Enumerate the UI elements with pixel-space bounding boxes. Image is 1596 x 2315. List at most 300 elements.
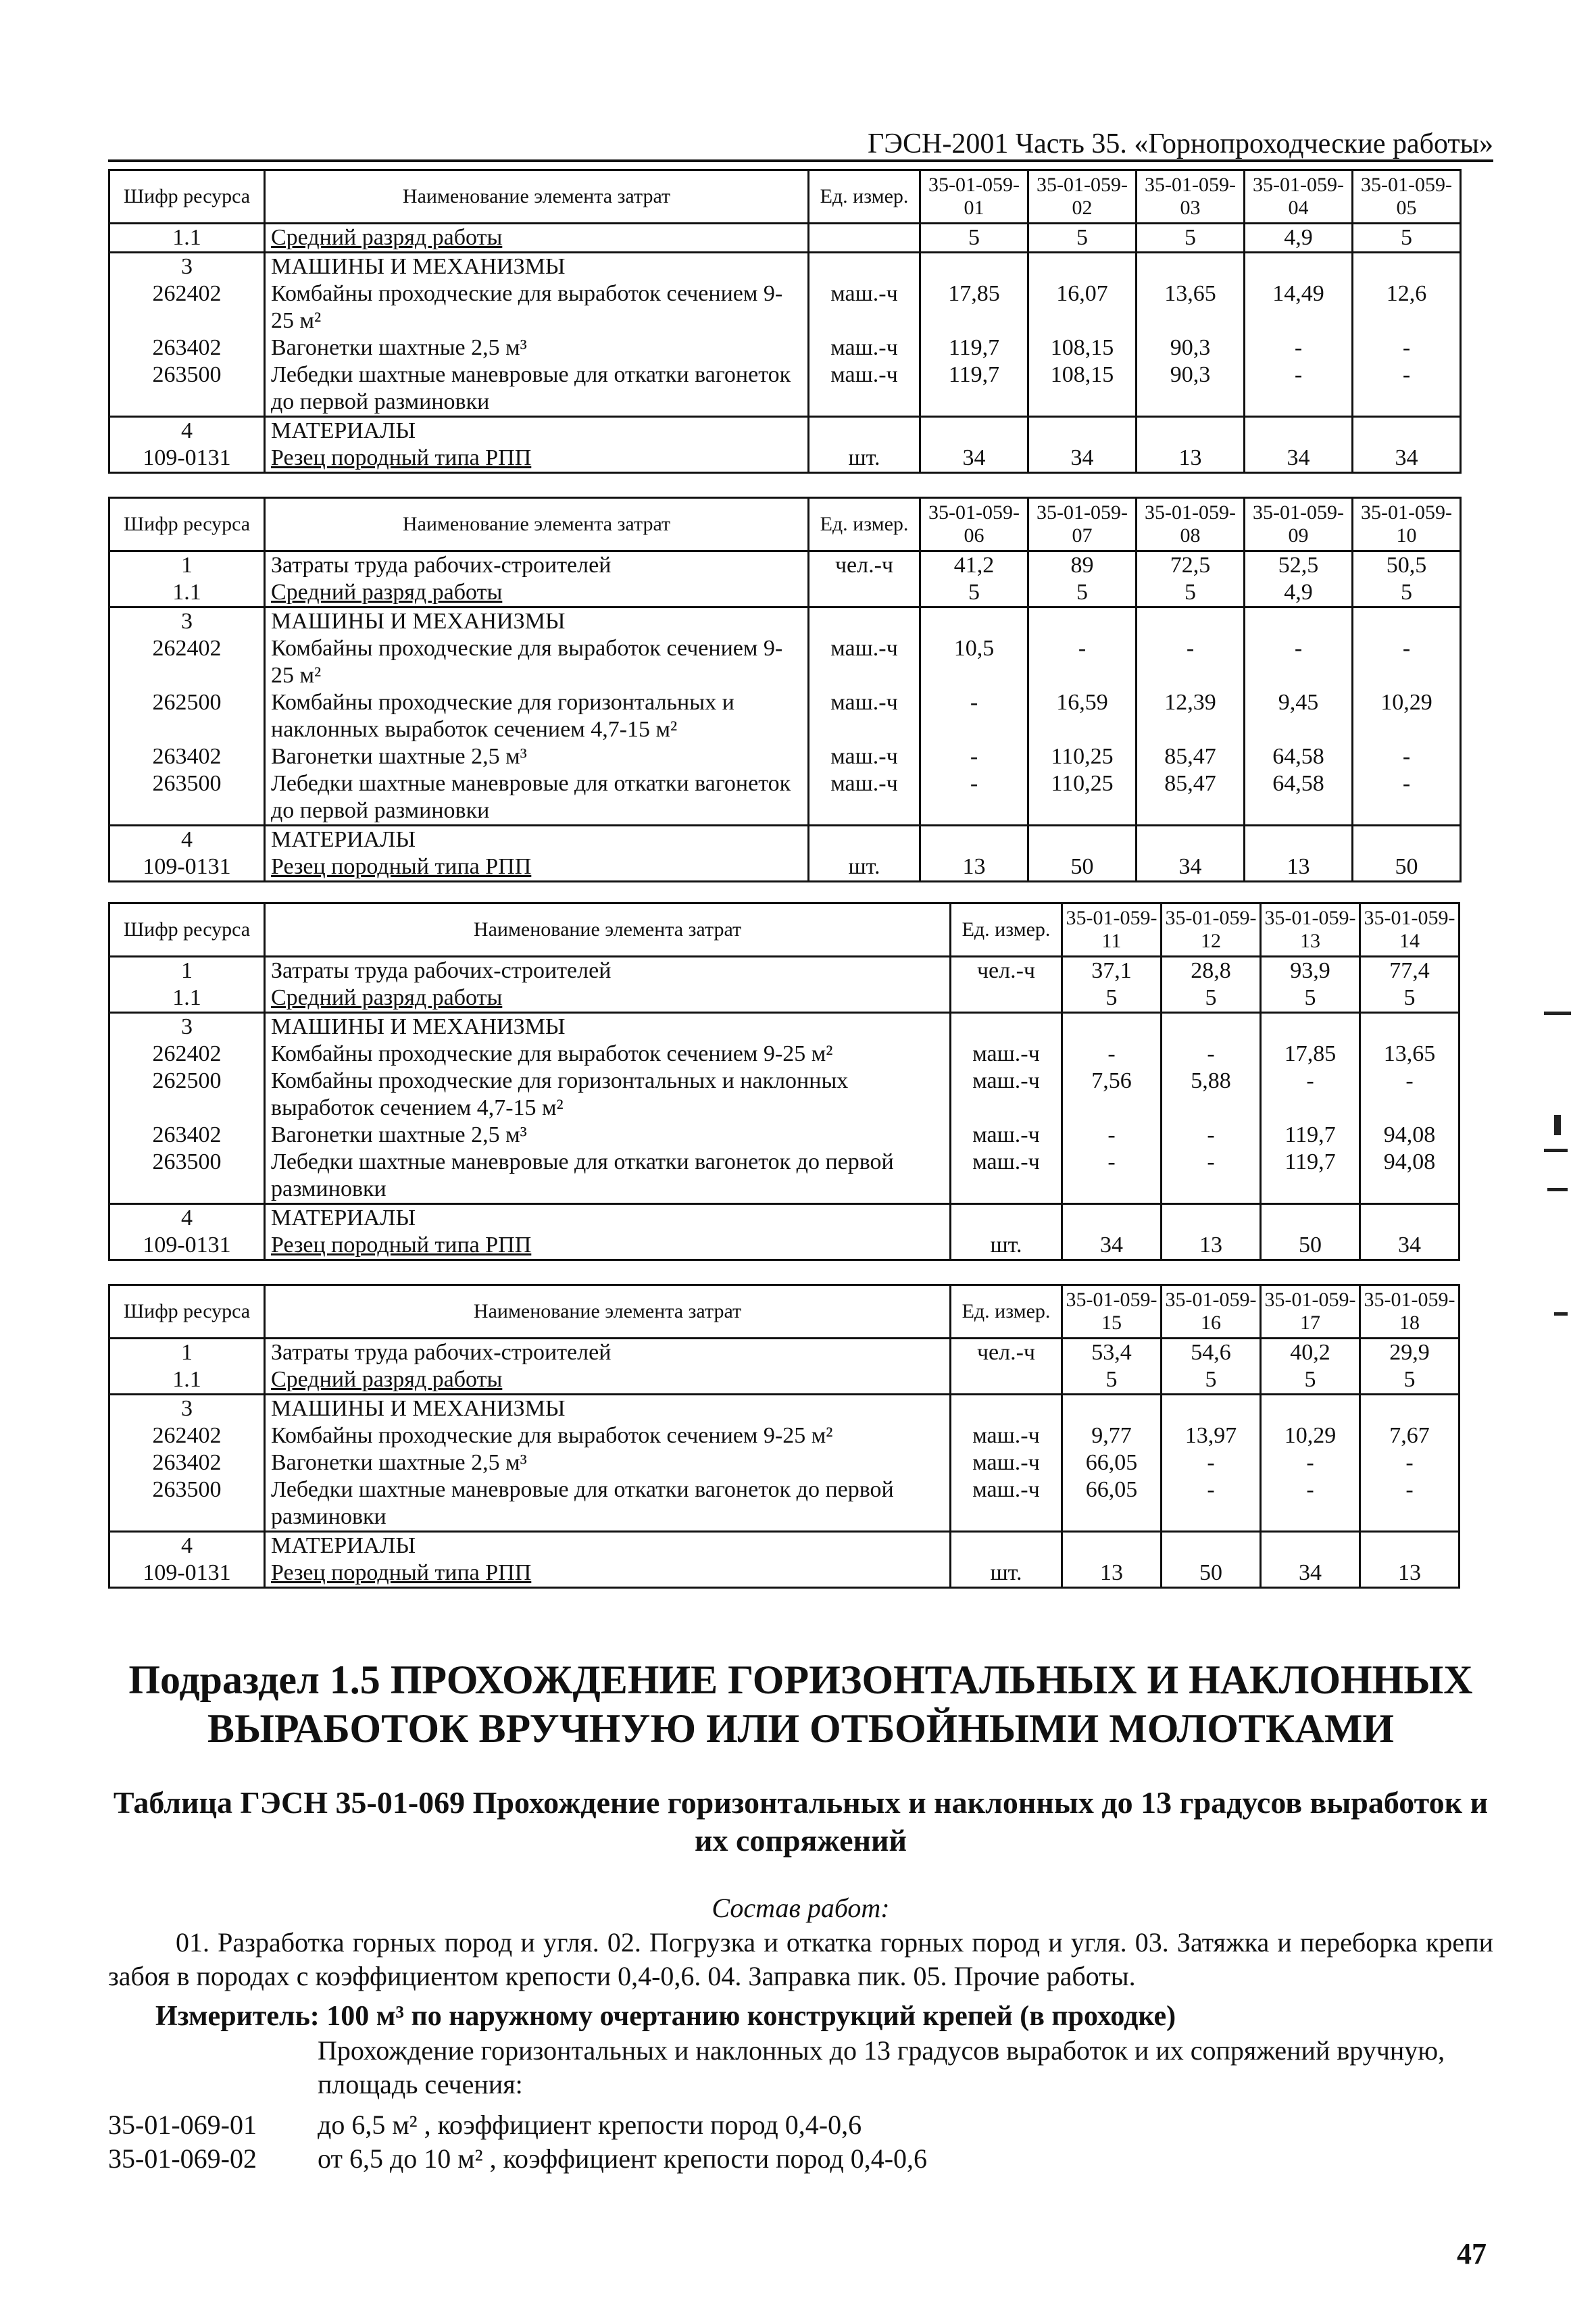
cell-code: 4 — [109, 1532, 265, 1560]
cell-value — [1028, 826, 1137, 854]
code-row-code: 35-01-069-01 — [108, 2110, 257, 2140]
cell-value: 13 — [1245, 853, 1353, 882]
cell-value: 5 — [1162, 1366, 1261, 1395]
header-unit: Ед. измер. — [951, 1285, 1062, 1339]
cell-value: 5 — [1062, 985, 1162, 1013]
cell-value: 41,2 — [920, 551, 1028, 580]
header-rate-code: 35-01-059-02 — [1028, 170, 1137, 224]
cell-unit: маш.-ч — [809, 280, 920, 334]
cell-value: 64,58 — [1245, 743, 1353, 770]
cell-name: Резец породный типа РПП — [265, 1560, 951, 1588]
cell-value: 34 — [1028, 445, 1137, 473]
cell-unit: маш.-ч — [951, 1068, 1062, 1122]
cell-value: 16,07 — [1028, 280, 1137, 334]
cell-name: Резец породный типа РПП — [265, 445, 809, 473]
cell-unit — [809, 579, 920, 607]
table-row — [109, 579, 1461, 607]
header-rate-code: 35-01-059-09 — [1245, 498, 1353, 551]
code-row-code: 35-01-069-02 — [108, 2143, 257, 2174]
cell-code: 3 — [109, 607, 265, 636]
cell-value: - — [1162, 1041, 1261, 1068]
cell-value: 5 — [1028, 224, 1137, 253]
cell-code: 109-0131 — [109, 1232, 265, 1260]
cell-value: 89 — [1028, 551, 1137, 580]
intro-text: Прохождение горизонтальных и наклонных до 13 градусов выработок и их сопряжений вручную, площадь сечения: — [318, 2035, 1445, 2099]
cell-value: 119,7 — [1261, 1122, 1360, 1149]
cell-value — [1360, 1204, 1460, 1233]
cell-name: Затраты труда рабочих-строителей — [265, 1339, 951, 1367]
header-name: Наименование элемента затрат — [265, 1285, 951, 1339]
cell-value: - — [1353, 362, 1461, 417]
cell-value: 17,85 — [1261, 1041, 1360, 1068]
cell-value: 54,6 — [1162, 1339, 1261, 1367]
table-title: Таблица ГЭСН 35-01-069 Прохождение горизонтальных и наклонных до 13 градусов выработок и их сопряжений — [113, 1785, 1489, 1858]
cell-code: 263402 — [109, 1122, 265, 1149]
composition-text: 01. Разработка горных пород и угля. 02. Погрузка и откатка горных пород и угля. 03. Затяжка и переборка крепи забоя в породах с коэффициентом крепости 0,4-0,6. 04. Заправка пик. 05. Прочие работы. — [108, 1927, 1493, 1991]
header-rate-code: 35-01-059-07 — [1028, 498, 1137, 551]
cell-value: 13 — [1360, 1560, 1460, 1588]
resource-table-1 — [108, 169, 1462, 474]
cell-value: 50 — [1353, 853, 1461, 882]
cell-unit: маш.-ч — [951, 1041, 1062, 1068]
cell-value — [920, 826, 1028, 854]
code-row — [108, 2142, 1493, 2176]
table-row — [109, 417, 1461, 445]
meter-line: Измеритель: 100 м³ по наружному очертанию конструкций крепей (в проходке) — [155, 2001, 1176, 2032]
cell-value — [920, 253, 1028, 281]
cell-value: 34 — [920, 445, 1028, 473]
cell-value: 66,05 — [1062, 1476, 1162, 1532]
cell-value — [1360, 1532, 1460, 1560]
cell-name: МАТЕРИАЛЫ — [265, 417, 809, 445]
cell-value: 10,29 — [1261, 1422, 1360, 1449]
header-rate-code: 35-01-059-06 — [920, 498, 1028, 551]
cell-name: Лебедки шахтные маневровые для откатки вагонеток до первой разминовки — [265, 362, 809, 417]
cell-value: 93,9 — [1261, 957, 1360, 985]
cell-value: - — [920, 689, 1028, 743]
cell-code: 1.1 — [109, 1366, 265, 1395]
cell-value: 10,5 — [920, 635, 1028, 689]
table-row — [109, 689, 1461, 743]
cell-value: 40,2 — [1261, 1339, 1360, 1367]
cell-unit: маш.-ч — [951, 1476, 1062, 1532]
cell-code: 262402 — [109, 635, 265, 689]
cell-code: 262402 — [109, 1041, 265, 1068]
cell-unit — [951, 1532, 1062, 1560]
header-rate-code: 35-01-059-08 — [1137, 498, 1245, 551]
cell-value: 34 — [1062, 1232, 1162, 1260]
resource-table-2 — [108, 497, 1462, 882]
page-number: 47 — [1457, 2237, 1487, 2270]
cell-value: 108,15 — [1028, 362, 1137, 417]
code-row-desc: до 6,5 м² , коэффициент крепости пород 0,4-0,6 — [318, 2110, 862, 2140]
cell-value: 13 — [1137, 445, 1245, 473]
resource-table-4 — [108, 1284, 1460, 1589]
cell-value: - — [1353, 770, 1461, 826]
header-rate-code: 35-01-059-05 — [1353, 170, 1461, 224]
cell-value: 5 — [1353, 224, 1461, 253]
cell-name: МАШИНЫ И МЕХАНИЗМЫ — [265, 607, 809, 636]
cell-value: 34 — [1137, 853, 1245, 882]
cell-value: 85,47 — [1137, 743, 1245, 770]
cell-value: - — [1360, 1476, 1460, 1532]
header-code: Шифр ресурса — [109, 903, 265, 957]
cell-code: 1.1 — [109, 985, 265, 1013]
cell-value — [1162, 1532, 1261, 1560]
cell-value: 50 — [1028, 853, 1137, 882]
cell-unit: маш.-ч — [809, 362, 920, 417]
cell-value: - — [1261, 1068, 1360, 1122]
cell-unit — [809, 826, 920, 854]
margin-mark — [1547, 1188, 1568, 1191]
cell-value: 12,6 — [1353, 280, 1461, 334]
cell-value: - — [1261, 1476, 1360, 1532]
cell-value: 53,4 — [1062, 1339, 1162, 1367]
header-unit: Ед. измер. — [951, 903, 1062, 957]
cell-value: - — [1245, 362, 1353, 417]
cell-value: 16,59 — [1028, 689, 1137, 743]
cell-value — [1261, 1532, 1360, 1560]
cell-value — [1137, 253, 1245, 281]
cell-code: 3 — [109, 1013, 265, 1041]
header-rate-code: 35-01-059-18 — [1360, 1285, 1460, 1339]
cell-value: 5 — [1137, 224, 1245, 253]
cell-value: - — [1062, 1149, 1162, 1204]
table-row — [109, 1560, 1460, 1588]
header-name: Наименование элемента затрат — [265, 903, 951, 957]
cell-value: 37,1 — [1062, 957, 1162, 985]
cell-name: Средний разряд работы — [265, 1366, 951, 1395]
cell-name: Вагонетки шахтные 2,5 м³ — [265, 1449, 951, 1476]
cell-value: 66,05 — [1062, 1449, 1162, 1476]
cell-value: 34 — [1245, 445, 1353, 473]
table-row — [109, 445, 1461, 473]
cell-value: 13,97 — [1162, 1422, 1261, 1449]
cell-unit: маш.-ч — [809, 334, 920, 362]
cell-value — [1162, 1395, 1261, 1423]
table-row — [109, 1339, 1460, 1367]
cell-value: 7,56 — [1062, 1068, 1162, 1122]
cell-value: 14,49 — [1245, 280, 1353, 334]
cell-name: Средний разряд работы — [265, 224, 809, 253]
table-row — [109, 362, 1461, 417]
table-row — [109, 224, 1461, 253]
cell-value: 110,25 — [1028, 770, 1137, 826]
cell-name: Лебедки шахтные маневровые для откатки вагонеток до первой разминовки — [265, 1476, 951, 1532]
cell-value: - — [1360, 1449, 1460, 1476]
cell-unit: маш.-ч — [809, 743, 920, 770]
cell-value: 5 — [920, 579, 1028, 607]
cell-name: Затраты труда рабочих-строителей — [265, 957, 951, 985]
header-rate-code: 35-01-059-16 — [1162, 1285, 1261, 1339]
cell-value — [1353, 607, 1461, 636]
cell-value: 94,08 — [1360, 1122, 1460, 1149]
cell-value — [1261, 1013, 1360, 1041]
cell-code: 263500 — [109, 1149, 265, 1204]
cell-code: 263402 — [109, 334, 265, 362]
cell-value — [1245, 607, 1353, 636]
cell-code: 262402 — [109, 1422, 265, 1449]
cell-value: - — [1062, 1041, 1162, 1068]
table-row — [109, 1068, 1460, 1122]
header-unit: Ед. измер. — [809, 498, 920, 551]
cell-value: 85,47 — [1137, 770, 1245, 826]
cell-value: 5 — [1353, 579, 1461, 607]
cell-value: 119,7 — [1261, 1149, 1360, 1204]
margin-mark — [1544, 1149, 1568, 1152]
cell-code: 3 — [109, 253, 265, 281]
cell-value: 64,58 — [1245, 770, 1353, 826]
cell-code: 263500 — [109, 1476, 265, 1532]
header-rate-code: 35-01-059-12 — [1162, 903, 1261, 957]
cell-unit — [809, 607, 920, 636]
cell-name: Вагонетки шахтные 2,5 м³ — [265, 1122, 951, 1149]
cell-value: 5 — [1261, 985, 1360, 1013]
margin-mark — [1554, 1312, 1568, 1316]
cell-value: - — [920, 770, 1028, 826]
cell-unit — [809, 417, 920, 445]
cell-value: 5,88 — [1162, 1068, 1261, 1122]
cell-name: Комбайны проходческие для выработок сечением 9-25 м² — [265, 635, 809, 689]
cell-value — [1261, 1395, 1360, 1423]
cell-value — [1353, 826, 1461, 854]
cell-value — [1360, 1395, 1460, 1423]
header-rule — [108, 159, 1493, 162]
table-row — [109, 1422, 1460, 1449]
cell-value — [1062, 1204, 1162, 1233]
table-row — [109, 957, 1460, 985]
cell-value: 4,9 — [1245, 579, 1353, 607]
cell-value: 4,9 — [1245, 224, 1353, 253]
cell-value: 5 — [1062, 1366, 1162, 1395]
cell-value: 119,7 — [920, 362, 1028, 417]
header-rate-code: 35-01-059-14 — [1360, 903, 1460, 957]
cell-unit — [951, 1204, 1062, 1233]
cell-value: 13 — [1162, 1232, 1261, 1260]
cell-name: Комбайны проходческие для горизонтальных и наклонных выработок сечением 4,7-15 м² — [265, 1068, 951, 1122]
cell-value — [1062, 1395, 1162, 1423]
header-rate-code: 35-01-059-03 — [1137, 170, 1245, 224]
header-rate-code: 35-01-059-17 — [1261, 1285, 1360, 1339]
cell-name: Резец породный типа РПП — [265, 853, 809, 882]
cell-code: 109-0131 — [109, 1560, 265, 1588]
cell-value: 34 — [1353, 445, 1461, 473]
header-name: Наименование элемента затрат — [265, 498, 809, 551]
cell-unit: маш.-ч — [951, 1149, 1062, 1204]
cell-code: 1 — [109, 1339, 265, 1367]
cell-name: Резец породный типа РПП — [265, 1232, 951, 1260]
cell-unit — [951, 985, 1062, 1013]
cell-unit: чел.-ч — [951, 957, 1062, 985]
cell-value: 110,25 — [1028, 743, 1137, 770]
cell-unit: маш.-ч — [809, 770, 920, 826]
cell-value — [920, 607, 1028, 636]
header-code: Шифр ресурса — [109, 498, 265, 551]
cell-value: 10,29 — [1353, 689, 1461, 743]
cell-value — [1353, 417, 1461, 445]
cell-value: 13,65 — [1137, 280, 1245, 334]
cell-unit — [951, 1366, 1062, 1395]
table-row — [109, 1366, 1460, 1395]
cell-value: 9,45 — [1245, 689, 1353, 743]
cell-value: 5 — [1261, 1366, 1360, 1395]
cell-value — [1245, 826, 1353, 854]
table-row — [109, 253, 1461, 281]
running-header: ГЭСН-2001 Часть 35. «Горнопроходческие работы» — [868, 128, 1493, 159]
table-row — [109, 280, 1461, 334]
table-row — [109, 1149, 1460, 1204]
cell-name: Средний разряд работы — [265, 579, 809, 607]
cell-value — [1360, 1013, 1460, 1041]
table-row — [109, 334, 1461, 362]
cell-value: - — [1028, 635, 1137, 689]
cell-code: 109-0131 — [109, 445, 265, 473]
table-row — [109, 1395, 1460, 1423]
cell-value: - — [1353, 635, 1461, 689]
table-row — [109, 1449, 1460, 1476]
cell-name: Вагонетки шахтные 2,5 м³ — [265, 743, 809, 770]
cell-value: 34 — [1261, 1560, 1360, 1588]
cell-value — [1137, 417, 1245, 445]
cell-value: 90,3 — [1137, 334, 1245, 362]
cell-code: 263402 — [109, 1449, 265, 1476]
cell-unit: шт. — [809, 445, 920, 473]
cell-value: 50,5 — [1353, 551, 1461, 580]
cell-value — [1137, 607, 1245, 636]
cell-unit: маш.-ч — [809, 635, 920, 689]
cell-value: 94,08 — [1360, 1149, 1460, 1204]
cell-value: 5 — [1162, 985, 1261, 1013]
cell-unit: шт. — [951, 1560, 1062, 1588]
cell-value: 72,5 — [1137, 551, 1245, 580]
cell-value: 29,9 — [1360, 1339, 1460, 1367]
header-name: Наименование элемента затрат — [265, 170, 809, 224]
cell-unit — [809, 253, 920, 281]
cell-code: 263500 — [109, 770, 265, 826]
cell-value — [1028, 417, 1137, 445]
resource-table-3 — [108, 902, 1460, 1261]
cell-code: 1.1 — [109, 579, 265, 607]
cell-value: 13 — [1062, 1560, 1162, 1588]
cell-value: 34 — [1360, 1232, 1460, 1260]
table-row — [109, 1013, 1460, 1041]
table-row — [109, 551, 1461, 580]
cell-value — [1162, 1204, 1261, 1233]
cell-value: 90,3 — [1137, 362, 1245, 417]
cell-unit — [951, 1013, 1062, 1041]
cell-value: - — [1353, 743, 1461, 770]
cell-unit — [951, 1395, 1062, 1423]
cell-value: 50 — [1261, 1232, 1360, 1260]
cell-value: - — [920, 743, 1028, 770]
composition-title: Состав работ: — [712, 1893, 890, 1923]
cell-name: МАШИНЫ И МЕХАНИЗМЫ — [265, 1013, 951, 1041]
table-row — [109, 1041, 1460, 1068]
margin-mark — [1544, 1012, 1571, 1015]
cell-code: 262500 — [109, 689, 265, 743]
table-row — [109, 985, 1460, 1013]
header-rate-code: 35-01-059-11 — [1062, 903, 1162, 957]
header-rate-code: 35-01-059-15 — [1062, 1285, 1162, 1339]
cell-unit: чел.-ч — [809, 551, 920, 580]
cell-value: 13,65 — [1360, 1041, 1460, 1068]
cell-value: - — [1245, 334, 1353, 362]
cell-code: 4 — [109, 417, 265, 445]
cell-code: 109-0131 — [109, 853, 265, 882]
cell-value: 13 — [920, 853, 1028, 882]
cell-value — [1245, 417, 1353, 445]
cell-unit: чел.-ч — [951, 1339, 1062, 1367]
cell-name: МАШИНЫ И МЕХАНИЗМЫ — [265, 253, 809, 281]
cell-code: 4 — [109, 826, 265, 854]
cell-unit: маш.-ч — [951, 1449, 1062, 1476]
cell-name: МАТЕРИАЛЫ — [265, 826, 809, 854]
cell-name: Комбайны проходческие для выработок сечением 9-25 м² — [265, 1041, 951, 1068]
cell-name: МАШИНЫ И МЕХАНИЗМЫ — [265, 1395, 951, 1423]
cell-name: Затраты труда рабочих-строителей — [265, 551, 809, 580]
cell-name: Вагонетки шахтные 2,5 м³ — [265, 334, 809, 362]
cell-code: 1 — [109, 551, 265, 580]
code-row-desc: от 6,5 до 10 м² , коэффициент крепости пород 0,4-0,6 — [318, 2143, 928, 2174]
header-rate-code: 35-01-059-13 — [1261, 903, 1360, 957]
cell-value: 5 — [920, 224, 1028, 253]
header-rate-code: 35-01-059-04 — [1245, 170, 1353, 224]
subsection-title: Подраздел 1.5 ПРОХОЖДЕНИЕ ГОРИЗОНТАЛЬНЫХ И НАКЛОННЫХ ВЫРАБОТОК ВРУЧНУЮ ИЛИ ОТБОЙНЫМИ МОЛОТКАМИ — [128, 1658, 1473, 1751]
cell-unit: шт. — [809, 853, 920, 882]
cell-value: - — [1162, 1476, 1261, 1532]
cell-unit: маш.-ч — [951, 1422, 1062, 1449]
table-row — [109, 1532, 1460, 1560]
cell-value: 5 — [1028, 579, 1137, 607]
cell-name: Комбайны проходческие для выработок сечением 9-25 м² — [265, 280, 809, 334]
cell-name: МАТЕРИАЛЫ — [265, 1532, 951, 1560]
header-rate-code: 35-01-059-01 — [920, 170, 1028, 224]
table-row — [109, 853, 1461, 882]
cell-name: Средний разряд работы — [265, 985, 951, 1013]
cell-value — [1028, 253, 1137, 281]
cell-code: 262500 — [109, 1068, 265, 1122]
cell-value: 77,4 — [1360, 957, 1460, 985]
cell-value — [1028, 607, 1137, 636]
cell-value: 5 — [1360, 985, 1460, 1013]
cell-value: - — [1062, 1122, 1162, 1149]
cell-value: - — [1162, 1449, 1261, 1476]
cell-value: - — [1162, 1149, 1261, 1204]
code-row — [108, 2108, 1493, 2142]
cell-value: - — [1137, 635, 1245, 689]
table-row — [109, 607, 1461, 636]
cell-value: 5 — [1137, 579, 1245, 607]
cell-value: 52,5 — [1245, 551, 1353, 580]
table-row — [109, 1122, 1460, 1149]
cell-code: 262402 — [109, 280, 265, 334]
cell-name: Комбайны проходческие для выработок сечением 9-25 м² — [265, 1422, 951, 1449]
cell-value: 108,15 — [1028, 334, 1137, 362]
cell-code: 263500 — [109, 362, 265, 417]
cell-code: 1.1 — [109, 224, 265, 253]
table-row — [109, 770, 1461, 826]
cell-name: МАТЕРИАЛЫ — [265, 1204, 951, 1233]
header-unit: Ед. измер. — [809, 170, 920, 224]
cell-name: Комбайны проходческие для горизонтальных и наклонных выработок сечением 4,7-15 м² — [265, 689, 809, 743]
cell-value: - — [1261, 1449, 1360, 1476]
cell-value: - — [1245, 635, 1353, 689]
cell-value — [1062, 1013, 1162, 1041]
cell-value: - — [1353, 334, 1461, 362]
cell-name: Лебедки шахтные маневровые для откатки вагонеток до первой разминовки — [265, 1149, 951, 1204]
cell-value — [920, 417, 1028, 445]
cell-unit: шт. — [951, 1232, 1062, 1260]
